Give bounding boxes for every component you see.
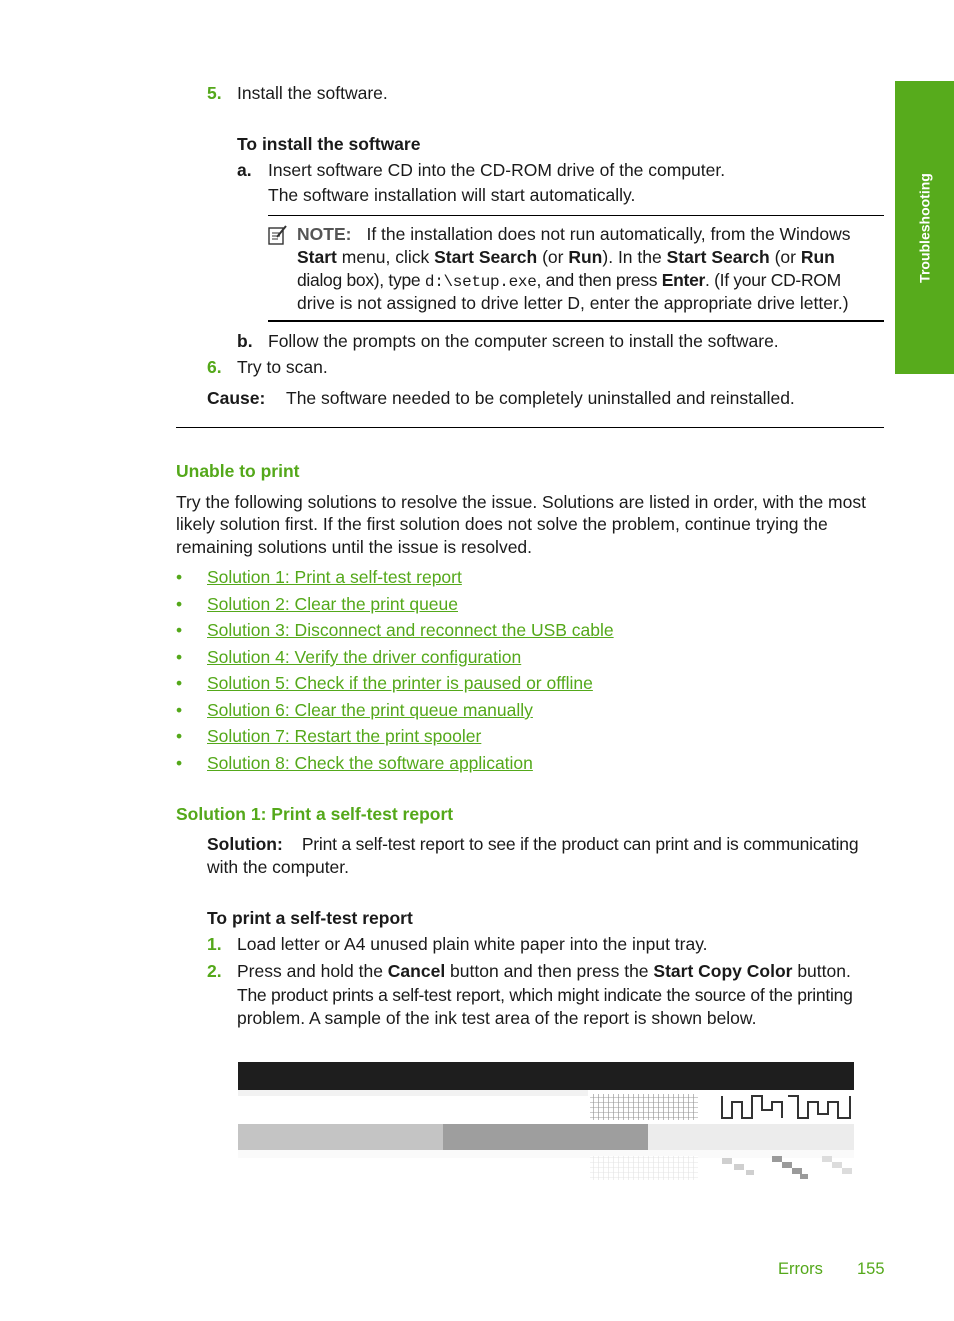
solution-label: Solution: [207, 834, 283, 854]
self-test-step-2-line-2: The product prints a self-test report, which might indicate the source of the printing [237, 985, 853, 1005]
substep-a-label: a. [237, 160, 252, 180]
substep-b-label: b. [237, 331, 253, 351]
substep-b-text: Follow the prompts on the computer screen to install the software. [268, 331, 779, 351]
footer-section: Errors [778, 1260, 823, 1278]
step-5-text: Install the software. [237, 83, 388, 103]
note-top-rule [268, 215, 884, 216]
self-test-step-2-line-1: Press and hold the Cancel button and then press the Start Copy Color button. [237, 961, 851, 981]
self-test-step-2-number: 2. [207, 961, 222, 981]
page-number: 155 [857, 1260, 885, 1278]
solution-1-text-line-2: with the computer. [207, 857, 350, 877]
unable-to-print-heading: Unable to print [176, 461, 300, 481]
note-label: NOTE: [297, 224, 352, 244]
bullet: • [176, 726, 183, 746]
note-line-2: Start menu, click Start Search (or Run). In the Start Search (or Run [297, 247, 835, 267]
solution-8-link[interactable]: Solution 8: Check the software application [207, 753, 533, 773]
solution-3-link[interactable]: Solution 3: Disconnect and reconnect the USB cable [207, 620, 614, 640]
bullet: • [176, 673, 183, 693]
step-5-number: 5. [207, 83, 222, 103]
cause-label: Cause: [207, 388, 266, 408]
bullet: • [176, 700, 183, 720]
solution-1-heading: Solution 1: Print a self-test report [176, 804, 454, 824]
unable-para-line-1: Try the following solutions to resolve the issue. Solutions are listed in order, with the most [176, 492, 866, 512]
solution-5-link[interactable]: Solution 5: Check if the printer is paused or offline [207, 673, 593, 693]
side-tab-label: Troubleshooting [916, 172, 932, 283]
ink-test-area-image [238, 1062, 854, 1184]
step-6-text: Try to scan. [237, 357, 328, 377]
solution-4-link[interactable]: Solution 4: Verify the driver configuration [207, 647, 522, 667]
substep-a-text-2: The software installation will start automatically. [268, 185, 636, 205]
solution-1-link[interactable]: Solution 1: Print a self-test report [207, 567, 462, 587]
unable-para-line-3: remaining solutions until the issue is resolved. [176, 537, 533, 557]
solution-7-link[interactable]: Solution 7: Restart the print spooler [207, 726, 482, 746]
self-test-step-1-number: 1. [207, 934, 222, 954]
self-test-procedure-title: To print a self-test report [207, 908, 413, 928]
self-test-step-1-text: Load letter or A4 unused plain white paper into the input tray. [237, 934, 708, 954]
solution-6-link[interactable]: Solution 6: Clear the print queue manually [207, 700, 533, 720]
setup-command: d:\setup.exe [424, 273, 537, 291]
bullet: • [176, 753, 183, 773]
note-icon [268, 225, 288, 245]
note-line-4: drive is not assigned to drive letter D, enter the appropriate drive letter.) [297, 293, 849, 313]
cause-text: The software needed to be completely uninstalled and reinstalled. [286, 388, 795, 408]
side-tab [895, 81, 954, 374]
bullet: • [176, 647, 183, 667]
solution-1-text-line-1: Solution: Print a self-test report to see if the product can print and is communicating [207, 834, 859, 854]
section-divider [176, 427, 884, 428]
install-procedure-title: To install the software [237, 134, 421, 154]
bullet: • [176, 594, 183, 614]
substep-a-text: Insert software CD into the CD-ROM drive of the computer. [268, 160, 726, 180]
unable-para-line-2: likely solution first. If the first solution does not solve the problem, continue trying the [176, 514, 828, 534]
bullet: • [176, 567, 183, 587]
note-bottom-rule [268, 320, 884, 322]
note-line-1: NOTE: If the installation does not run automatically, from the Windows [297, 224, 851, 244]
step-6-number: 6. [207, 357, 222, 377]
bullet: • [176, 620, 183, 640]
self-test-step-2-line-3: problem. A sample of the ink test area of the report is shown below. [237, 1008, 757, 1028]
solution-2-link[interactable]: Solution 2: Clear the print queue [207, 594, 458, 614]
note-line-3: dialog box), type d:\setup.exe, and then press Enter. (If your CD-ROM [297, 270, 841, 291]
